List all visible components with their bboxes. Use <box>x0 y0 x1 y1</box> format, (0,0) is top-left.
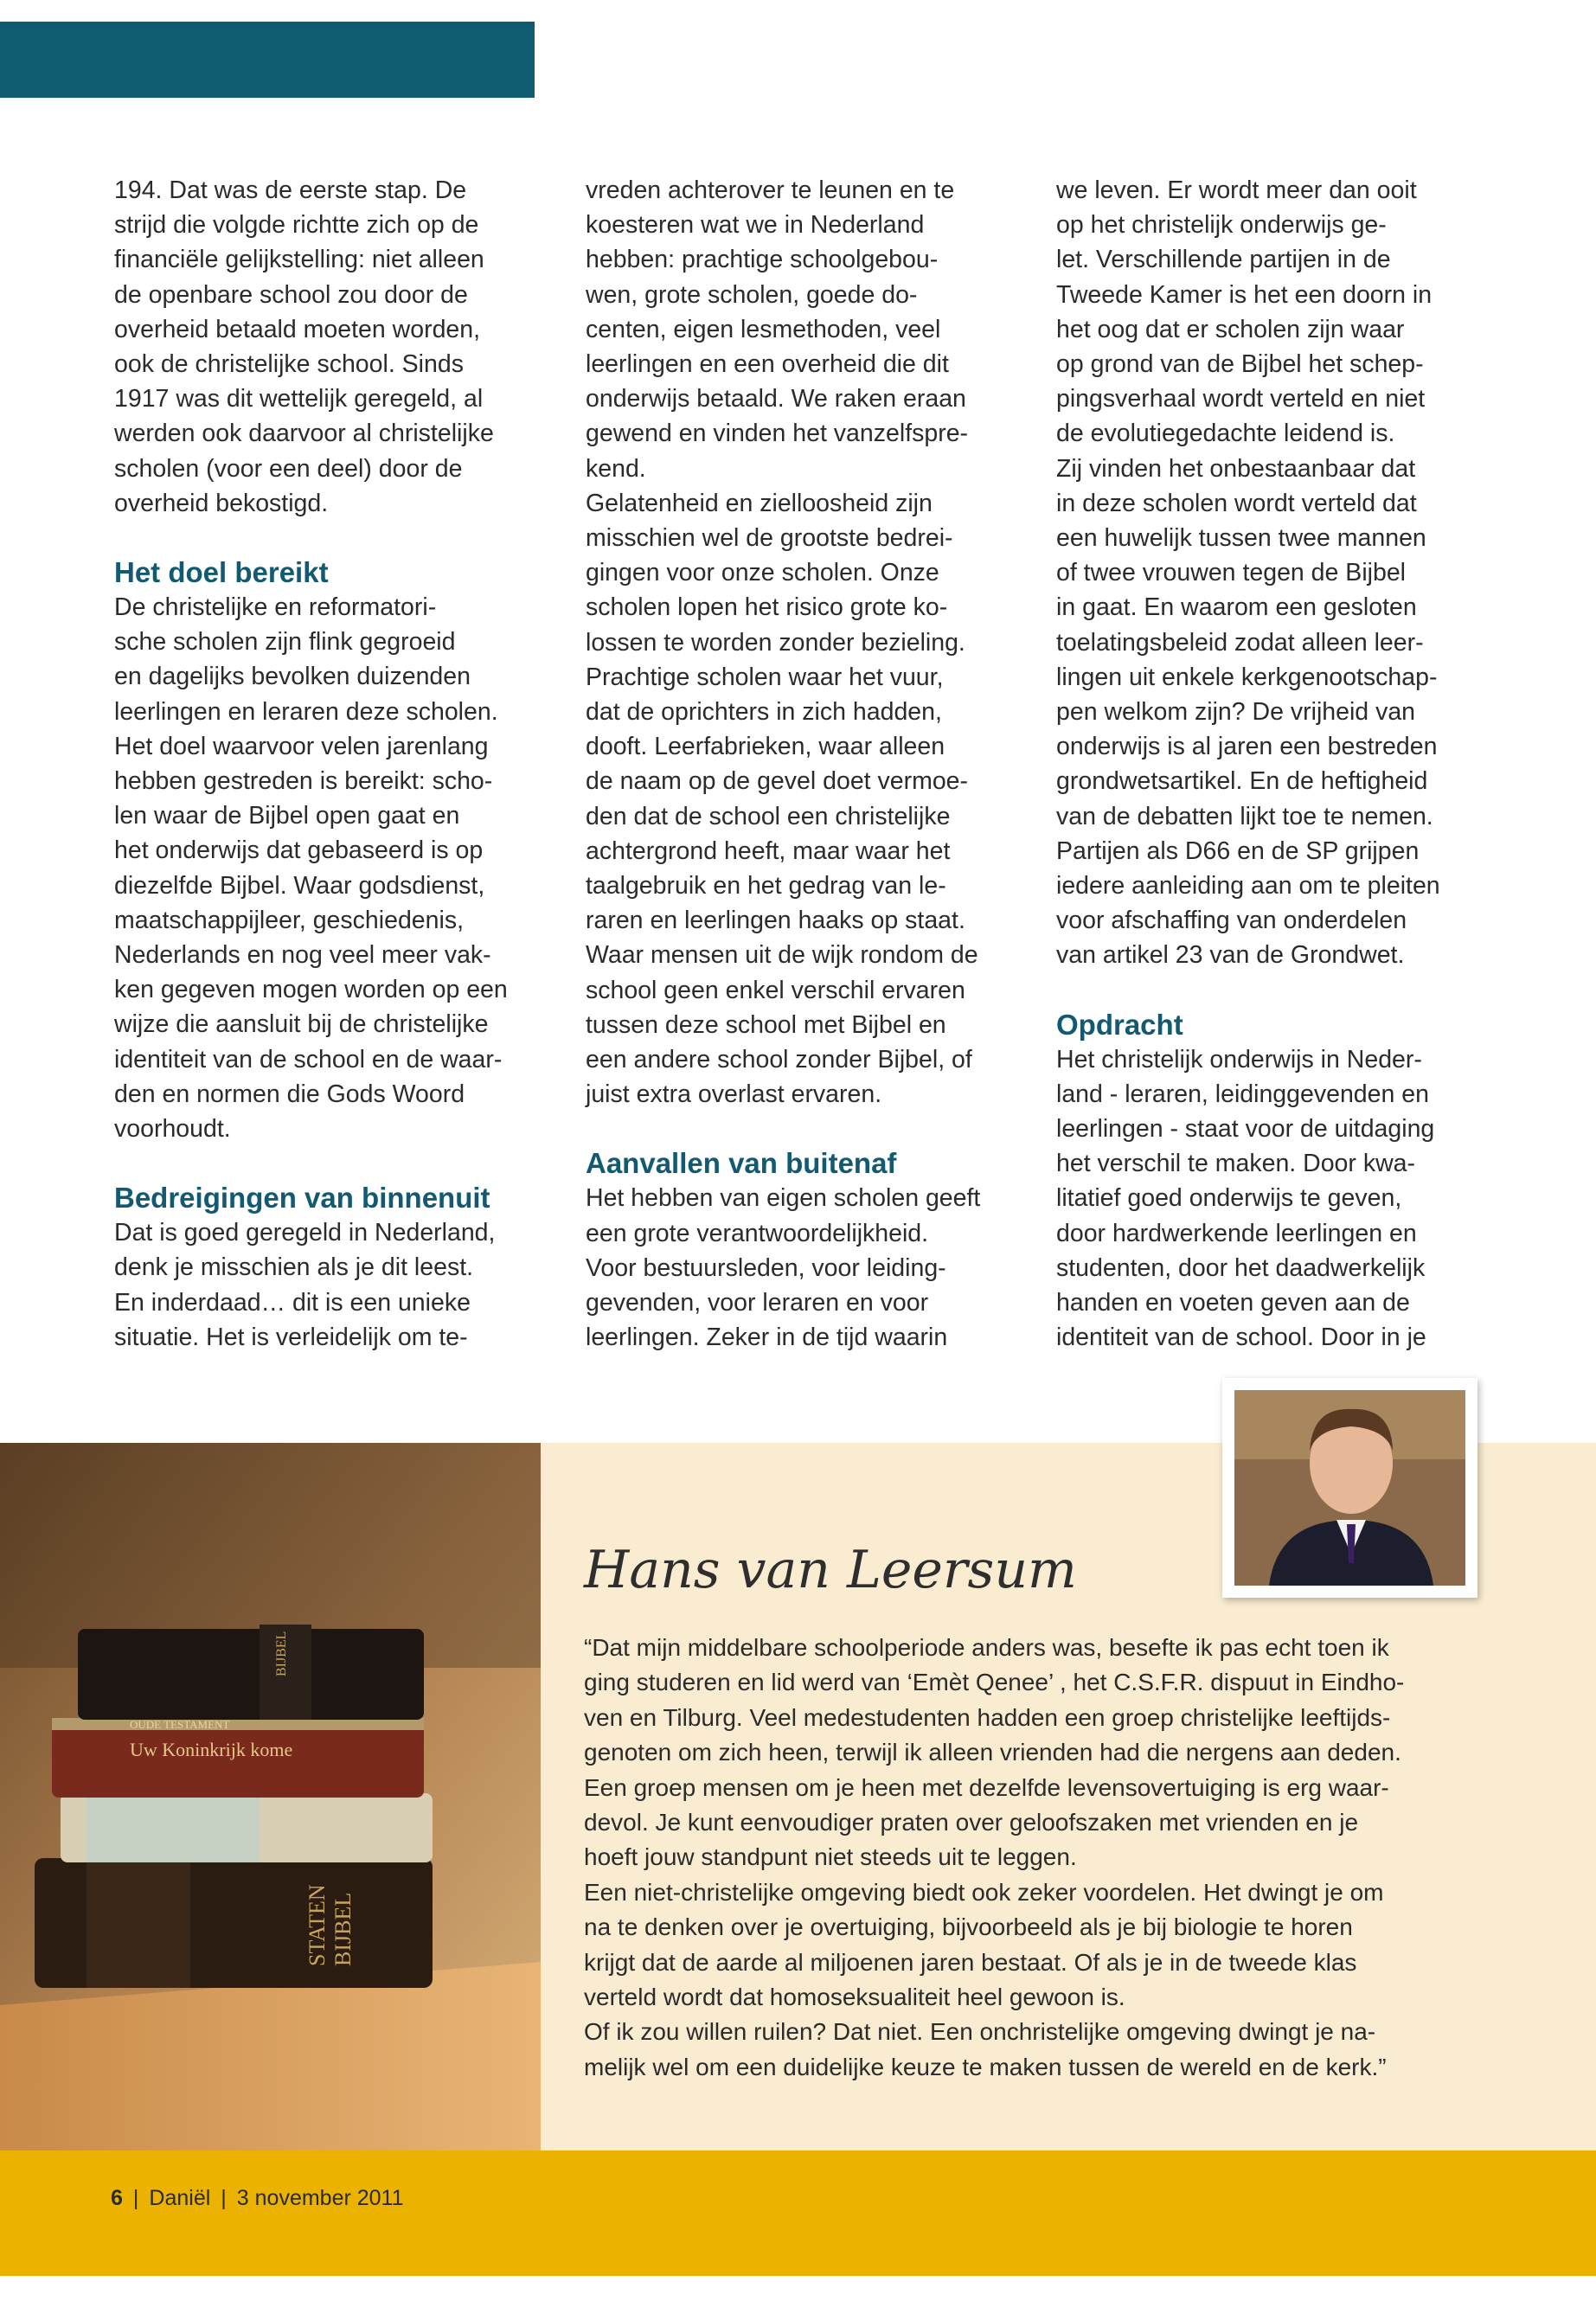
separator: | <box>221 2186 227 2210</box>
book-top <box>78 1629 424 1720</box>
paragraph: 194. Dat was de eerste stap. De strijd die volgde richtte zich op de financiële gelijkstelling: niet alleen de openbare school zou door de overheid betaald moeten worden, ook de christelijke school. Sinds 1917 was dit wettelijk geregeld, al werden ook daarvoor al christelijke scholen (voor een deel) door de overheid bekostigd. <box>114 176 494 517</box>
spine-text: STATEN <box>304 1884 330 1966</box>
paragraph: Het christelijk onderwijs in Neder- land - leraren, leidinggevenden en leerlingen - staat voor de uitdaging het verschil te maken. Door kwa- litatief goed onderwijs te geven, door hardwerkende leerlingen en studenten, door het daadwerkelijk handen en voeten geven aan de identiteit van de school. Door in je <box>1056 1045 1435 1352</box>
footer-bar <box>0 2150 1596 2276</box>
paragraph: we leven. Er wordt meer dan ooit op het christelijk onderwijs ge- let. Verschillende partijen in de Tweede Kamer is het een doorn in het oog dat er scholen zijn waar op grond van de Bijbel het schep- pingsverhaal wordt verteld en niet de evolutiegedachte leidend is. Zij vinden het onbestaanbaar dat in deze scholen wordt verteld dat een huwelijk tussen twee mannen of twee vrouwen tegen de Bijbel in gaat. En waarom een gesloten toelatingsbeleid zodat alleen leer- lingen uit enkele kerkgenootschap- pen welkom zijn? De vrijheid van onderwijs is al jaren een bestreden grondwetsartikel. En de heftigheid van de debatten lijkt toe te nemen. Partijen als D66 en de SP grijpen iedere aanleiding aan om te pleiten voor afschaffing van onderdelen van artikel 23 van de Grondwet. <box>1056 176 1440 970</box>
profile-quote: “Dat mijn middelbare schoolperiode anders was, besefte ik pas echt toen ik ging studeren en lid werd van ‘Emèt Qenee’ , het C.S.F.R. dispuut in Eindho- ven en Tilburg. Veel medestudenten hadden een groep christelijke leeftijds- genoten om zich heen, terwijl ik alleen vrienden had die nergens aan deden. Een groep mensen om je heen met dezelfde levensovertuiging is erg waar- devol. Je kunt eenvoudiger praten over geloofszaken met vrienden en je hoeft jouw standpunt niet steeds uit te leggen. Een niet-christelijke omgeving biedt ook zeker voordelen. Het dwingt je om na te denken over je overtuiging, bijvoorbeeld als je bij biologie te horen krijgt dat de aarde al miljoenen jaren bestaat. Of als je in de tweede klas verteld wordt dat homoseksualiteit heel gewoon is. Of ik zou willen ruilen? Dat niet. Een onchristelijke omgeving dwingt je na- melijk wel om een duidelijke keuze te maken tussen de wereld en de kerk.” <box>584 1634 1405 2080</box>
books-photo <box>0 1443 541 2150</box>
article-column-3 <box>1056 173 1489 1356</box>
section-heading: Opdracht <box>1056 1008 1183 1041</box>
section-heading: Het doel bereikt <box>114 556 329 589</box>
spine-text: BIJBEL <box>274 1631 289 1676</box>
separator: | <box>132 2186 139 2210</box>
paragraph: vreden achterover te leunen en te koesteren wat we in Nederland hebben: prachtige schoolgebou- wen, grote scholen, goede do- centen, eigen lesmethoden, veel leerlingen en een overheid die dit onderwijs betaald. We raken eraan gewend en vinden het vanzelfspre- kend. Gelatenheid en zielloosheid zijn misschien wel de grootste bedrei- gingen voor onze scholen. Onze scholen lopen het risico grote ko- lossen te worden zonder bezieling. Prachtige scholen waar het vuur, dat de oprichters in zich hadden, dooft. Leerfabrieken, waar alleen de naam op de gevel doet vermoe- den dat de school een christelijke achtergrond heeft, maar waar het taalgebruik en het gedrag van le- raren en leerlingen haaks op staat. Waar mensen uit de wijk rondom de school geen enkel verschil ervaren tussen deze school met Bijbel en een andere school zonder Bijbel, of juist extra overlast ervaren. <box>586 176 978 1109</box>
section-heading: Aanvallen van buitenaf <box>586 1147 897 1180</box>
section-heading: Bedreigingen van binnenuit <box>114 1182 490 1215</box>
paragraph: De christelijke en reformatori- sche scholen zijn flink gegroeid en dagelijks bevolken duizenden leerlingen en leraren deze scholen. Het doel waarvoor velen jarenlang hebben gestreden is bereikt: scho- len waar de Bijbel open gaat en het onderwijs dat gebaseerd is op diezelfde Bijbel. Waar godsdienst, maatschappijleer, geschiedenis, Nederlands en nog veel meer vak- ken gegeven mogen worden op een wijze die aansluit bij de christelijke identiteit van de school en de waar- den en normen die Gods Woord voorhoudt. <box>114 593 508 1144</box>
article-column-2 <box>586 173 1018 1356</box>
author-portrait <box>1222 1378 1477 1598</box>
article-column-1 <box>114 173 547 1355</box>
magazine-name: Daniël <box>149 2186 211 2210</box>
spine-text: OUDE TESTAMENT <box>130 1718 230 1731</box>
profile-name: Hans van Leersum <box>584 1540 1077 1600</box>
spine-text: Uw Koninkrijk kome <box>130 1739 293 1760</box>
footer-text <box>111 2184 404 2212</box>
page-number: 6 <box>111 2186 123 2210</box>
header-color-bar <box>0 22 535 98</box>
issue-date: 3 november 2011 <box>236 2186 404 2210</box>
paragraph: Het hebben van eigen scholen geeft een grote verantwoordelijkheid. Voor bestuursleden, voor leiding- gevenden, voor leraren en voor leerlingen. Zeker in de tijd waarin <box>586 1184 981 1352</box>
spine-text: BIJBEL <box>330 1892 356 1966</box>
paragraph: Dat is goed geregeld in Nederland, denk je misschien als je dit leest. En inderdaad… dit is een unieke situatie. Het is verleidelijk om te- <box>114 1219 496 1351</box>
